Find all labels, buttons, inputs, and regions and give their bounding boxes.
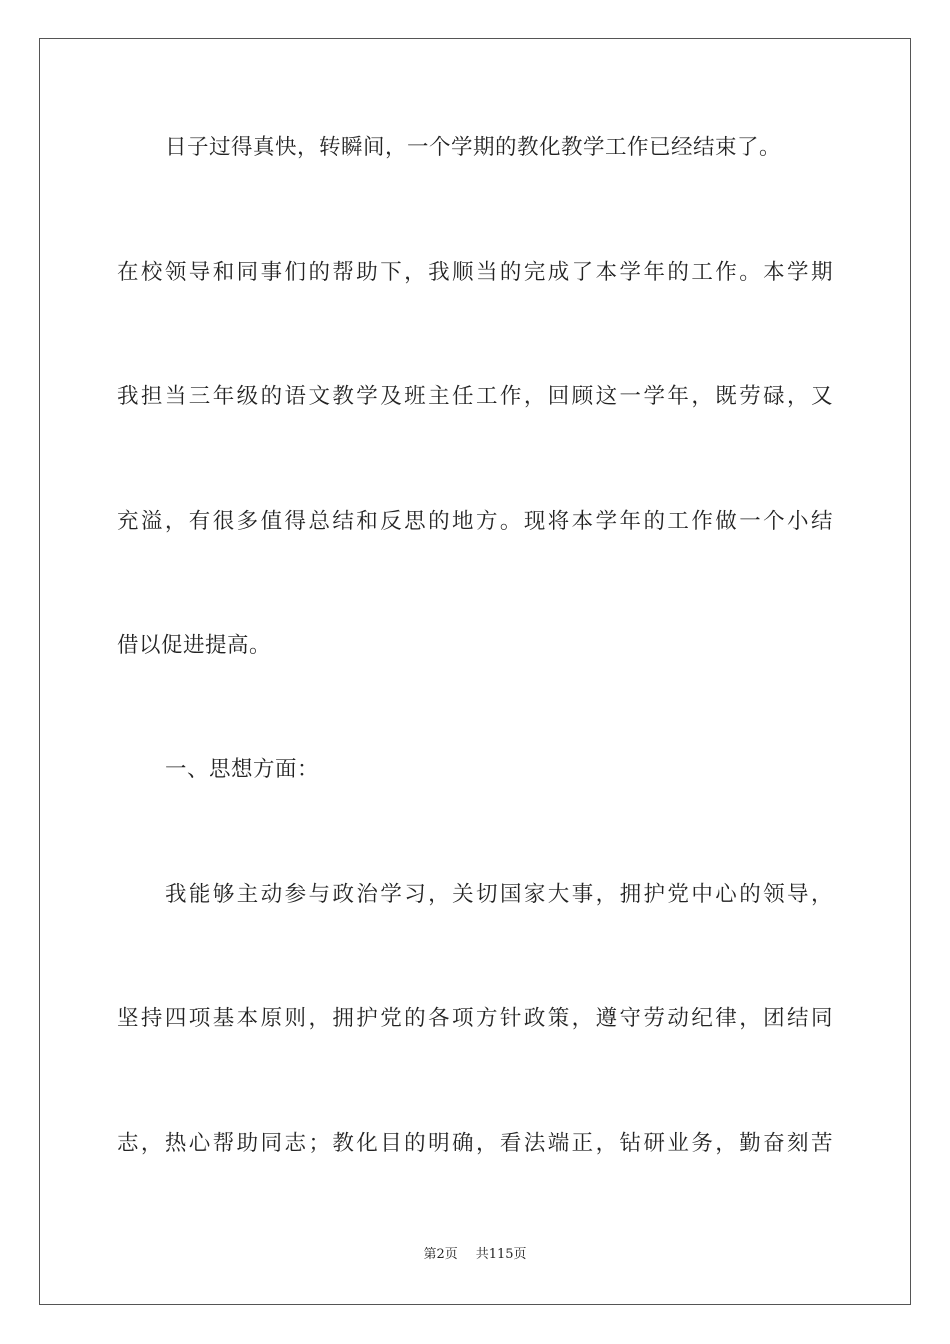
paragraph-1-line-1: 日子过得真快，转瞬间，一个学期的教化教学工作已经结束了。 — [165, 135, 782, 160]
paragraph-1-line-3: 我担当三年级的语文教学及班主任工作，回顾这一学年，既劳碌，又 — [117, 384, 833, 409]
page-total: 共115页 — [475, 1247, 527, 1262]
paragraph-1-line-2: 在校领导和同事们的帮助下，我顺当的完成了本学年的工作。本学期 — [117, 260, 833, 285]
paragraph-1-line-5: 借以促进提高。 — [117, 633, 272, 658]
page-number: 第2页 — [423, 1247, 458, 1262]
paragraph-2-line-3: 志，热心帮助同志；教化目的明确，看法端正，钻研业务，勤奋刻苦 — [117, 1131, 833, 1156]
page-frame — [39, 38, 911, 1305]
section-heading: 一、思想方面： — [165, 757, 320, 782]
paragraph-2-line-1: 我能够主动参与政治学习，关切国家大事，拥护党中心的领导， — [165, 882, 833, 907]
paragraph-1-line-4: 充溢，有很多值得总结和反思的地方。现将本学年的工作做一个小结 — [117, 509, 833, 534]
page-footer — [0, 1246, 950, 1264]
paragraph-2-line-2: 坚持四项基本原则，拥护党的各项方针政策，遵守劳动纪律，团结同 — [117, 1006, 833, 1031]
